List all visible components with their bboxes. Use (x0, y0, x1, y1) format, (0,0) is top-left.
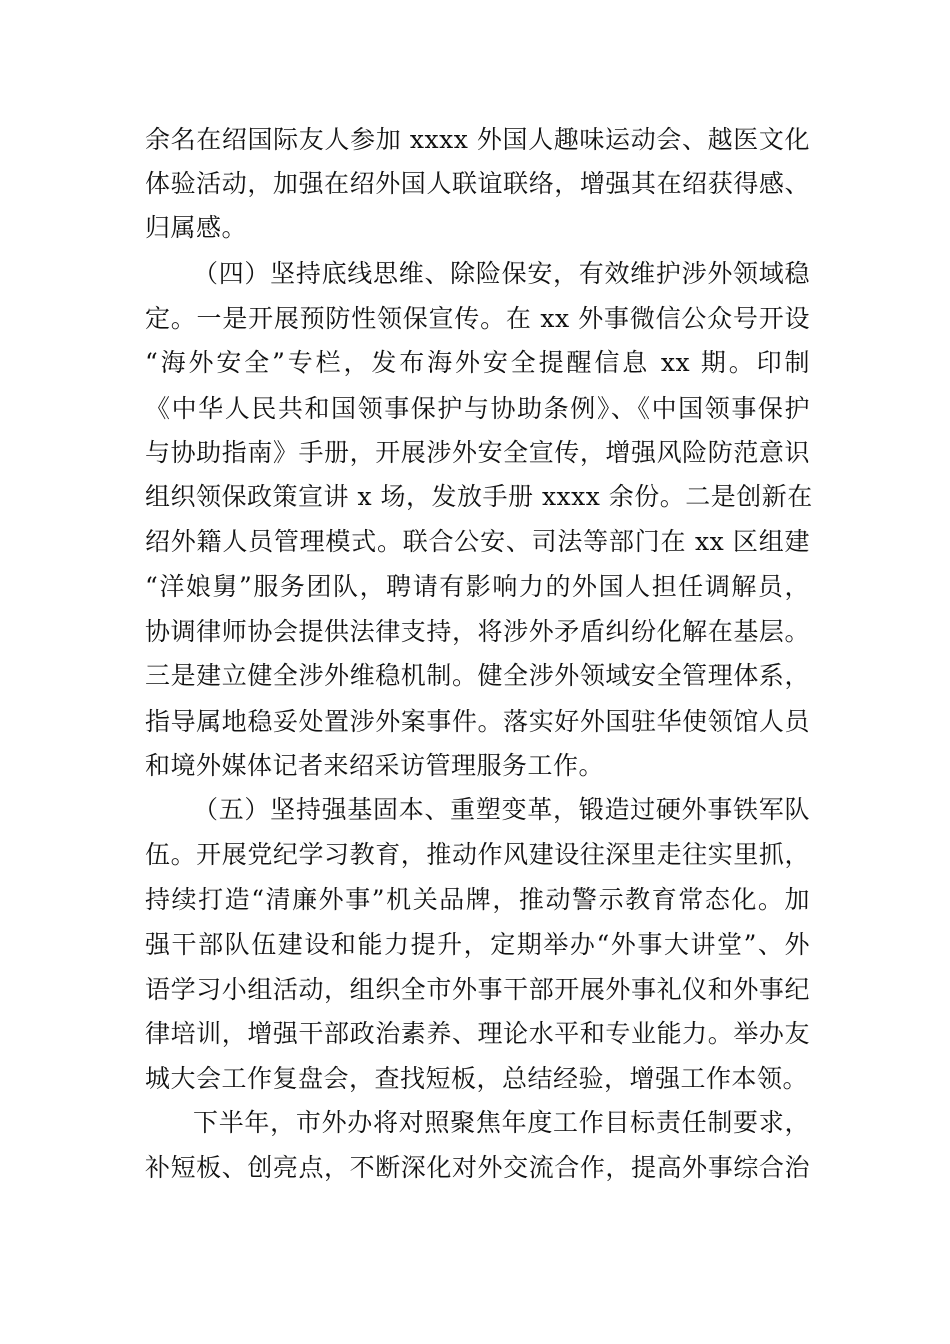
text-line: 律培训，增强干部政治素养、理论水平和专业能力。举办友 (145, 1019, 810, 1048)
text-line: 伍。开展党纪学习教育，推动作风建设往深里走往实里抓， (145, 840, 810, 869)
text-line: 指导属地稳妥处置涉外案事件。落实好外国驻华使领馆人员 (145, 707, 810, 736)
text-line: 补短板、创亮点，不断深化对外交流合作，提高外事综合治 (145, 1153, 810, 1182)
text-line: 城大会工作复盘会，查找短板，总结经验，增强工作本领。 (145, 1064, 809, 1093)
text-line: 持续打造“清廉外事”机关品牌，推动警示教育常态化。加 (145, 885, 810, 914)
text-line: 体验活动，加强在绍外国人联谊联络，增强其在绍获得感、 (145, 169, 810, 198)
text-line: 归属感。 (145, 213, 248, 242)
text-line: 《中华人民共和国领事保护与协助条例》、《中国领事保护 (145, 394, 810, 423)
text-line: 三是建立健全涉外维稳机制。健全涉外领域安全管理体系， (145, 661, 810, 690)
summary-paragraph-line: 下半年，市外办将对照聚焦年度工作目标责任制要求， (193, 1108, 810, 1137)
text-line: 定。一是开展预防性领保宣传。在 xx 外事微信公众号开设 (145, 304, 810, 333)
text-line: 与协助指南》手册，开展涉外安全宣传，增强风险防范意识 (145, 438, 810, 467)
text-line: 余名在绍国际友人参加 xxxx 外国人趣味运动会、越医文化 (145, 125, 810, 154)
section-four-heading-line: （四）坚持底线思维、除险保安，有效维护涉外领域稳 (193, 259, 810, 288)
text-line: “海外安全”专栏，发布海外安全提醒信息 xx 期。印制 (145, 348, 810, 377)
text-line: 组织领保政策宣讲 x 场，发放手册 xxxx 余份。二是创新在 (145, 482, 813, 511)
text-line: 语学习小组活动，组织全市外事干部开展外事礼仪和外事纪 (145, 975, 810, 1004)
section-five-heading-line: （五）坚持强基固本、重塑变革，锻造过硬外事铁军队 (193, 795, 810, 824)
text-line: 绍外籍人员管理模式。联合公安、司法等部门在 xx 区组建 (145, 527, 810, 556)
text-line: 强干部队伍建设和能力提升，定期举办“外事大讲堂”、外 (145, 930, 810, 959)
text-line: 和境外媒体记者来绍采访管理服务工作。 (145, 751, 605, 780)
text-line: 协调律师协会提供法律支持，将涉外矛盾纠纷化解在基层。 (145, 617, 810, 646)
text-line: “洋娘舅”服务团队，聘请有影响力的外国人担任调解员， (145, 572, 810, 601)
